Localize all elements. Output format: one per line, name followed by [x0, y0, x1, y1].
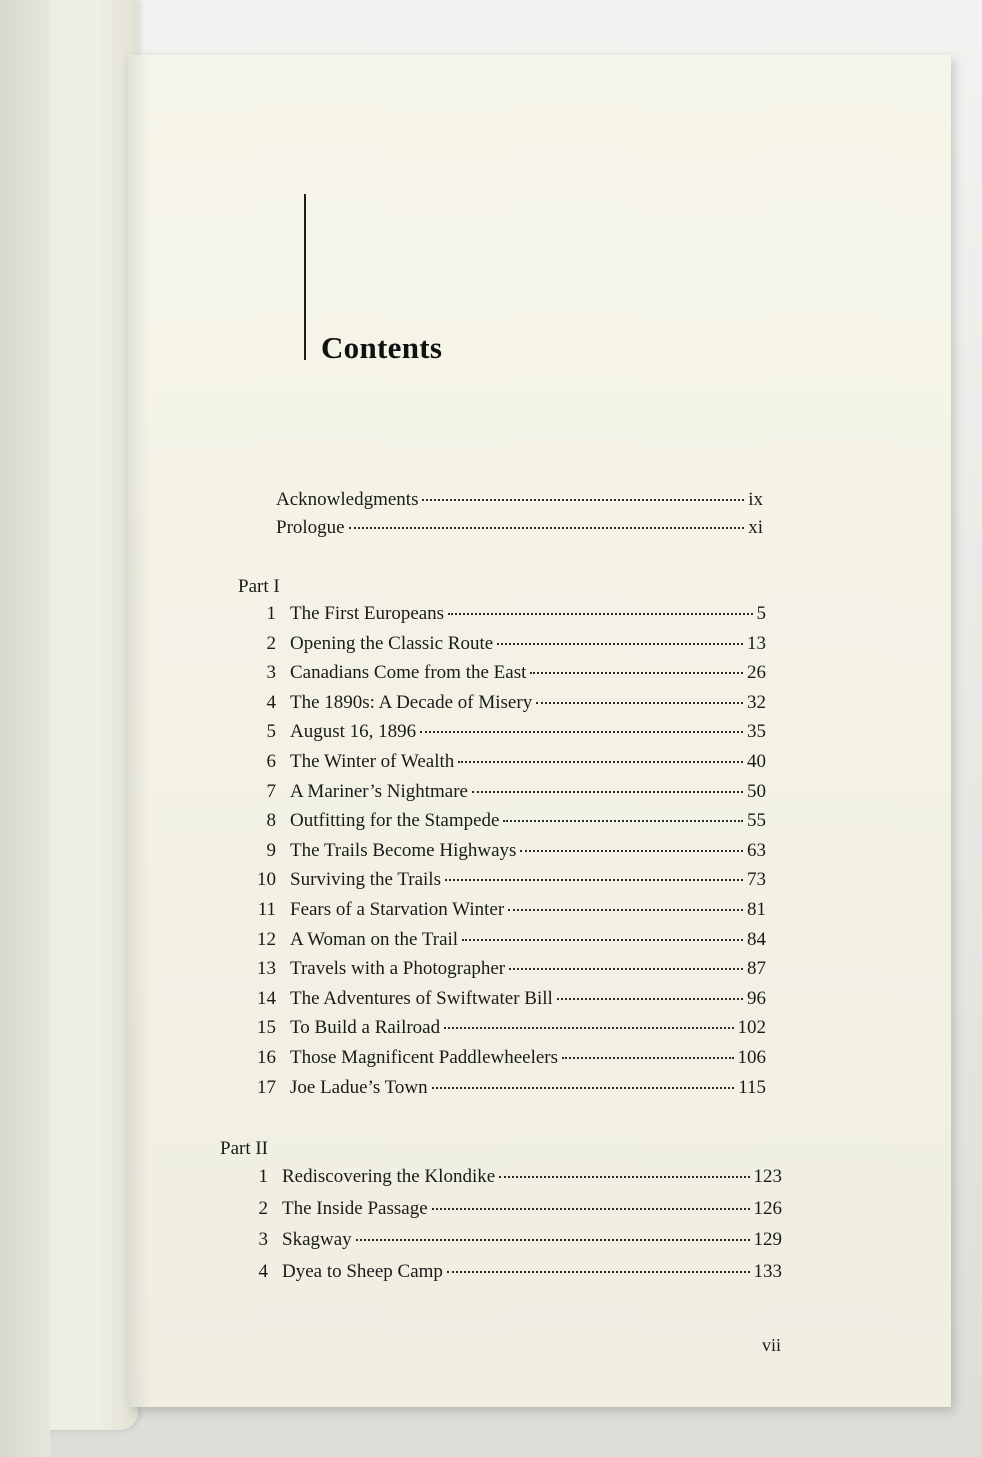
dot-leader — [536, 702, 743, 704]
part-two-label: Part II — [220, 1138, 269, 1159]
chapter-page: 126 — [753, 1197, 782, 1219]
chapter-title: Joe Ladue’s Town — [290, 1076, 428, 1098]
dot-leader — [472, 791, 743, 793]
chapter-title: Surviving the Trails — [290, 869, 441, 891]
chapter-page: 35 — [747, 721, 766, 743]
chapter-number: 16 — [257, 1046, 276, 1068]
toc-entry — [244, 1077, 766, 1107]
toc-entry — [244, 840, 766, 870]
dot-leader — [422, 499, 744, 501]
dot-leader — [447, 1271, 750, 1273]
chapter-title: Outfitting for the Stampede — [290, 810, 500, 832]
page-number: vii — [762, 1335, 782, 1355]
chapter-title: Fears of a Starvation Winter — [290, 898, 505, 920]
chapter-title: Skagway — [282, 1229, 352, 1250]
chapter-number: 4 — [266, 691, 276, 713]
chapter-page: 123 — [753, 1166, 782, 1187]
chapter-page: 106 — [737, 1046, 766, 1068]
chapter-page: 32 — [747, 691, 766, 713]
chapter-title: The First Europeans — [290, 603, 445, 624]
chapter-title: A Mariner’s Nightmare — [290, 780, 468, 802]
chapter-page: 129 — [753, 1229, 782, 1250]
chapter-title: Canadians Come from the East — [290, 662, 527, 684]
entry-page: xi — [748, 517, 763, 538]
chapter-page: 84 — [747, 928, 766, 950]
chapter-title: The Winter of Wealth — [290, 750, 455, 772]
toc-entry — [244, 781, 766, 811]
toc-entry — [244, 603, 766, 633]
toc-entry — [236, 1198, 782, 1230]
chapter-number: 1 — [258, 1166, 268, 1187]
chapter-page: 73 — [747, 869, 766, 891]
chapter-number: 9 — [266, 839, 276, 861]
page-gutter-shadow — [128, 55, 150, 1407]
chapter-title: The Inside Passage — [282, 1197, 428, 1219]
chapter-title: Dyea to Sheep Camp — [282, 1260, 443, 1282]
toc-entry — [244, 899, 766, 929]
chapter-title: The Adventures of Swiftwater Bill — [290, 987, 553, 1009]
chapter-page: 50 — [747, 780, 766, 802]
chapter-number: 10 — [257, 869, 276, 891]
chapter-title: Opening the Classic Route — [290, 632, 494, 654]
chapter-title: August 16, 1896 — [290, 721, 417, 743]
chapter-number: 15 — [257, 1017, 276, 1039]
chapter-title: A Woman on the Trail — [290, 928, 459, 950]
chapter-number: 13 — [257, 958, 276, 980]
toc-entry — [244, 662, 766, 692]
dot-leader — [444, 1027, 733, 1029]
chapter-page: 13 — [747, 632, 766, 654]
chapter-page: 133 — [753, 1260, 782, 1282]
chapter-title: The 1890s: A Decade of Misery — [290, 691, 533, 713]
toc-entry — [244, 929, 766, 959]
dot-leader — [520, 850, 743, 852]
chapter-page: 102 — [737, 1017, 766, 1039]
chapter-number: 1 — [266, 603, 276, 624]
dot-leader — [497, 643, 743, 645]
toc-entry — [276, 517, 763, 545]
dot-leader — [458, 761, 743, 763]
chapter-page: 87 — [747, 958, 766, 980]
dot-leader — [445, 879, 743, 881]
binding-fold — [0, 0, 50, 1457]
toc-entry — [236, 1166, 782, 1198]
chapter-page: 5 — [756, 603, 766, 624]
chapter-number: 7 — [266, 780, 276, 802]
chapter-number: 4 — [258, 1260, 268, 1282]
chapter-number: 12 — [257, 928, 276, 950]
chapter-number: 8 — [266, 810, 276, 832]
dot-leader — [420, 731, 743, 733]
chapter-title: Rediscovering the Klondike — [282, 1166, 496, 1187]
dot-leader — [508, 909, 743, 911]
chapter-title: Travels with a Photographer — [290, 958, 506, 980]
chapter-number: 17 — [257, 1076, 276, 1098]
chapter-title: The Trails Become Highways — [290, 839, 517, 861]
chapter-number: 3 — [266, 662, 276, 684]
dot-leader — [530, 672, 743, 674]
toc-entry — [236, 1261, 782, 1293]
dot-leader — [349, 527, 745, 529]
toc-entry — [236, 1229, 782, 1261]
front-matter — [276, 489, 763, 545]
entry-title: Acknowledgments — [276, 489, 419, 510]
part-one-chapters — [244, 603, 766, 1106]
toc-entry — [244, 692, 766, 722]
page-title: Contents — [321, 330, 443, 365]
toc-entry — [276, 489, 763, 517]
chapter-number: 2 — [258, 1197, 268, 1219]
dot-leader — [503, 820, 743, 822]
entry-page: ix — [748, 489, 763, 510]
chapter-page: 115 — [738, 1076, 766, 1098]
chapter-number: 2 — [266, 632, 276, 654]
part-one-label: Part I — [238, 576, 280, 597]
chapter-number: 6 — [266, 750, 276, 772]
dot-leader — [432, 1208, 750, 1210]
dot-leader — [432, 1087, 735, 1089]
chapter-title: To Build a Railroad — [290, 1017, 441, 1039]
chapter-title: Those Magnificent Paddlewheelers — [290, 1046, 559, 1068]
chapter-number: 11 — [257, 898, 276, 920]
toc-entry — [244, 1017, 766, 1047]
chapter-page: 26 — [747, 662, 766, 684]
heading-rule — [304, 194, 306, 360]
toc-entry — [244, 751, 766, 781]
part-two-chapters — [236, 1166, 782, 1292]
dot-leader — [509, 968, 743, 970]
dot-leader — [448, 613, 752, 615]
chapter-number: 5 — [266, 721, 276, 743]
dot-leader — [562, 1057, 733, 1059]
toc-entry — [244, 810, 766, 840]
entry-title: Prologue — [276, 517, 345, 538]
toc-entry — [244, 958, 766, 988]
toc-entry — [244, 721, 766, 751]
dot-leader — [557, 998, 743, 1000]
dot-leader — [356, 1239, 750, 1241]
chapter-page: 40 — [747, 750, 766, 772]
toc-entry — [244, 988, 766, 1018]
chapter-page: 81 — [747, 898, 766, 920]
dot-leader — [462, 939, 743, 941]
chapter-page: 63 — [747, 839, 766, 861]
toc-entry — [244, 1047, 766, 1077]
chapter-page: 55 — [747, 810, 766, 832]
chapter-number: 14 — [257, 987, 276, 1009]
toc-entry — [244, 869, 766, 899]
toc-entry — [244, 633, 766, 663]
dot-leader — [499, 1176, 749, 1178]
chapter-number: 3 — [258, 1229, 268, 1250]
chapter-page: 96 — [747, 987, 766, 1009]
